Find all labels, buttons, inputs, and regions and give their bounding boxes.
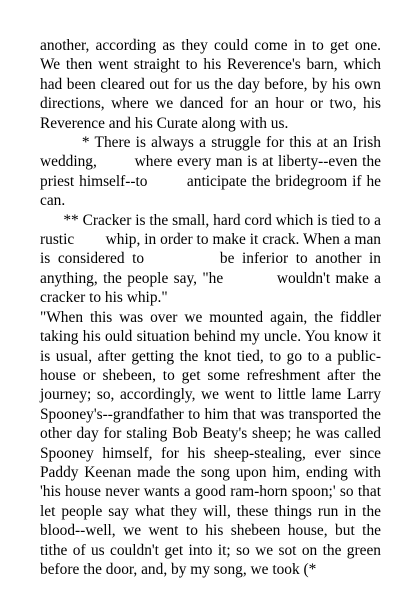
- paragraph-shebeen: "When this was over we mounted again, the fiddler taking his ould situation behind my uncle. You know it is usual, after getting the knot tied, to go to a public-house or shebeen, to get some refreshment after the journey; so, accordingly, we went to little lame Larry Spooney's--grandfather to him that was transported the other day for staling Bob Beaty's sheep; he was called Spooney himself, for his sheep-stealing, ever since Paddy Keenan made the song upon him, ending with 'his house never wants a good ram-horn spoon;' so that let people say what they will, these things run in the blood--well, we went to his shebeen house, but the tithe of us couldn't get into it; so we sot on the green before the door, and, by my song, we took (*: [40, 308, 385, 578]
- page-text: [40, 36, 385, 579]
- paragraph-narrative: another, according as they could come in to get one. We then went straight to his Reverence's barn, which had been cleared out for us the day before, by his own directions, where we danced for an hour or two, his Reverence and his Curate along with us.: [40, 37, 385, 132]
- footnote-cracker: ** Cracker is the small, hard cord which is tied to a rustic whip, in order to make it crack. When a man is considered to be inferior to another in anything, the people say, "he wouldn't make a cracker to his whip.": [40, 211, 385, 307]
- footnote-wedding: * There is always a struggle for this at an Irish wedding, where every man is at liberty--even the priest himself--to anticipate the bridegroom if he can.: [40, 134, 385, 210]
